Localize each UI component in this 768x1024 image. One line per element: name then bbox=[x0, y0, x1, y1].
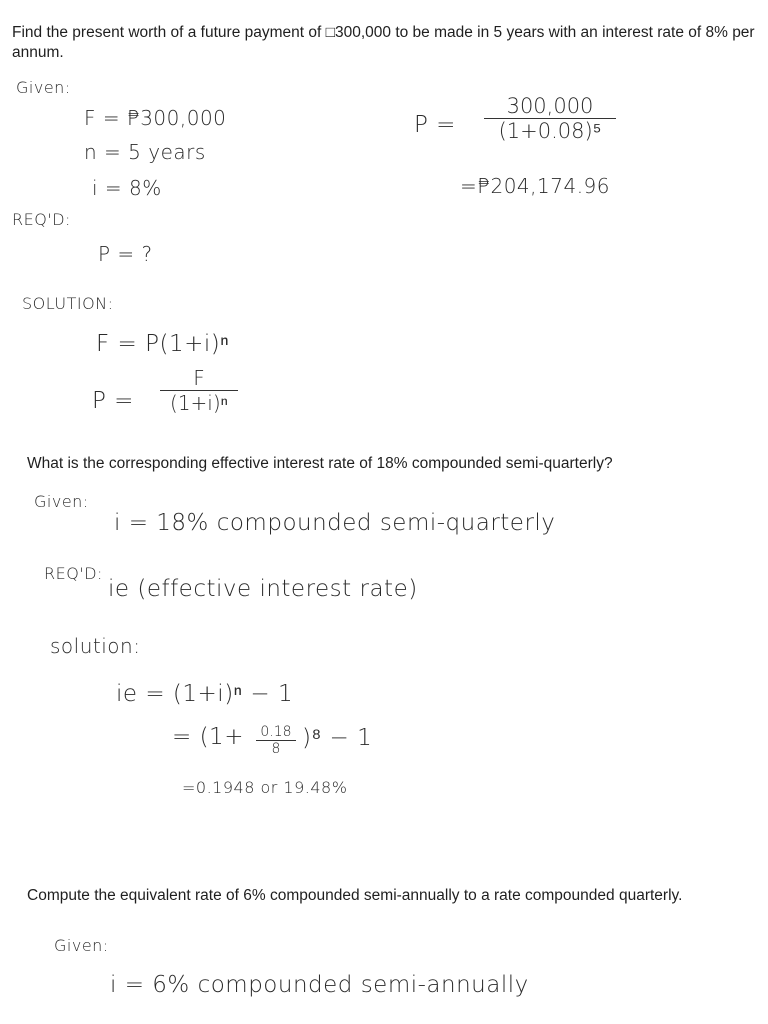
problem3-given-label: Given: bbox=[54, 936, 109, 955]
problem1-solution-label: SOLUTION: bbox=[22, 294, 114, 313]
problem1-answer: =₱204,174.96 bbox=[460, 174, 610, 198]
problem1-calc-numerator: 300,000 bbox=[506, 94, 594, 118]
problem1-formula-p-fraction bbox=[160, 366, 238, 416]
problem1-given-n: n = 5 years bbox=[84, 140, 206, 164]
problem2-formula: ie = (1+i)ⁿ − 1 bbox=[116, 681, 294, 707]
problem1-given-i: i = 8% bbox=[92, 176, 162, 200]
problem2-result: =0.1948 or 19.48% bbox=[182, 778, 348, 797]
problem2-question: What is the corresponding effective interest rate of 18% compounded semi-quarterly? bbox=[27, 455, 613, 472]
problem1-formula-p-lhs: P = bbox=[92, 388, 134, 414]
problem2-step2-fraction bbox=[256, 724, 296, 757]
problem2-step2-denominator: 8 bbox=[271, 741, 281, 757]
problem1-calc-denominator: (1+0.08)⁵ bbox=[498, 119, 602, 143]
problem1-formula-f: F = P(1+i)ⁿ bbox=[96, 331, 230, 357]
problem2-step2-rhs: )⁸ − 1 bbox=[302, 725, 373, 751]
problem2-solution-label: solution: bbox=[50, 634, 141, 658]
problem2-reqd-ie: ie (effective interest rate) bbox=[108, 576, 418, 602]
problem2-reqd-label: REQ'D: bbox=[44, 564, 103, 583]
problem3-given-i: i = 6% compounded semi-annually bbox=[110, 972, 529, 998]
problem1-formula-p-denominator: (1+i)ⁿ bbox=[170, 391, 228, 415]
problem2-given-label: Given: bbox=[34, 492, 89, 511]
problem2-given-i: i = 18% compounded semi-quarterly bbox=[114, 510, 556, 536]
problem3-question: Compute the equivalent rate of 6% compounded semi-annually to a rate compounded quarterly. bbox=[27, 887, 683, 904]
problem1-calc-lhs: P = bbox=[414, 112, 456, 138]
problem1-given-label: Given: bbox=[16, 78, 71, 97]
problem1-formula-p-numerator: F bbox=[193, 366, 205, 390]
problem1-reqd-label: REQ'D: bbox=[12, 210, 71, 229]
problem2-step2-lhs: = (1+ bbox=[172, 724, 244, 750]
problem1-reqd-p: P = ? bbox=[98, 242, 153, 266]
problem1-question: Find the present worth of a future payment of □300,000 to be made in 5 years with an interest rate of 8% per annum. bbox=[12, 24, 755, 61]
problem1-given-f: F = ₱300,000 bbox=[84, 106, 227, 130]
problem1-calc-fraction bbox=[484, 94, 616, 144]
problem2-step2-numerator: 0.18 bbox=[260, 724, 292, 740]
